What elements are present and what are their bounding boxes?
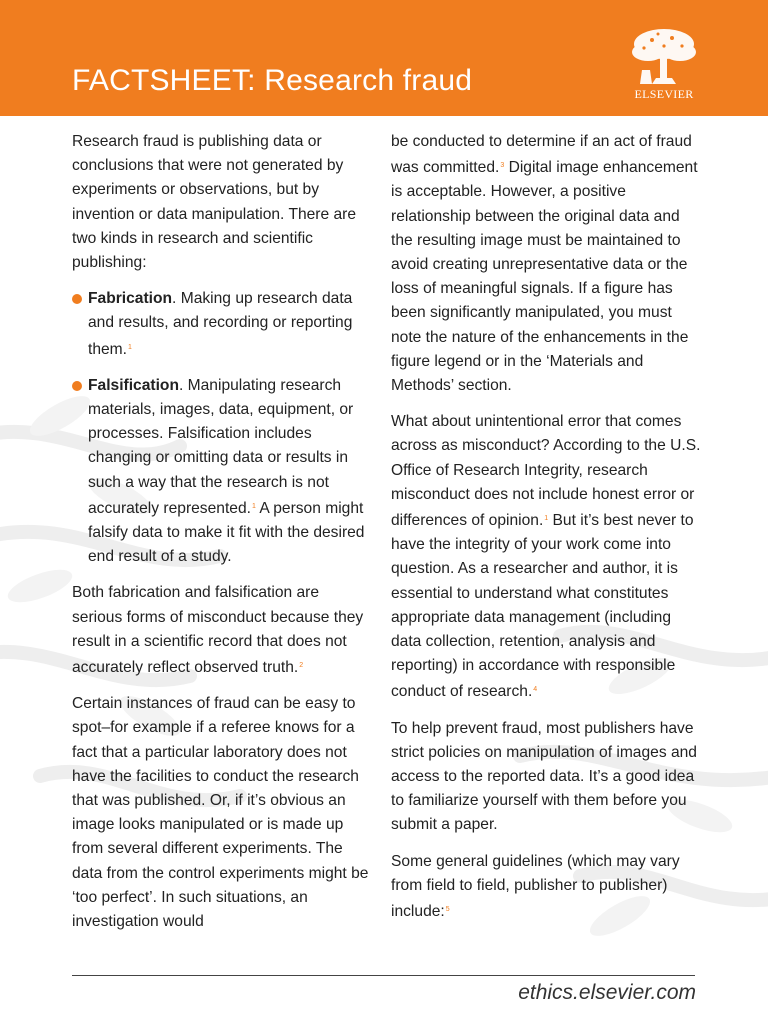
paragraph-text: be conducted to determine if an act of fraud was committed.: [391, 133, 692, 177]
intro-paragraph: Research fraud is publishing data or conclusions that were not generated by experiments or observations, but by invention or data manipulation. There are two kinds in research and scientific publishing:: [72, 133, 357, 272]
bullet-dot-icon: [72, 381, 82, 391]
bullet-dot-icon: [72, 294, 82, 304]
misconduct-paragraph: [72, 581, 372, 680]
logo-wordmark: ELSEVIER: [634, 87, 694, 101]
bullet-tail: A person might falsify data to make it fit with the desired end result of a study.: [88, 499, 365, 566]
footer-website-link[interactable]: ethics.elsevier.com: [518, 981, 696, 1004]
paragraph-text: What about unintentional error that comes across as misconduct? According to the U.S. Office of Research Integrity, research misconduct does not include honest error or differences of opinion.: [391, 413, 701, 530]
right-column: [391, 130, 701, 936]
footer-divider: [72, 975, 695, 976]
page-title: FACTSHEET: Research fraud: [72, 64, 473, 97]
bullet-term: Fabrication: [88, 290, 173, 308]
footnote-ref[interactable]: 5: [445, 906, 450, 914]
paragraph-text: Digital image enhancement is acceptable. However, a positive relationship between the original data and the resulting image must be maintained to avoid creating unrepresentative data or the loss of meaningful signals. If a figure has been significantly manipulated, you must note the nature of the enhancements in the figure legend or in the ‘Materials and Methods’ section.: [391, 159, 698, 395]
footnote-ref[interactable]: 1: [128, 343, 132, 351]
paragraph-text: Both fabrication and falsification are serious forms of misconduct because they result in a scientific record that does not accurately reflect observed truth.: [72, 584, 364, 677]
unintentional-error-paragraph: [391, 410, 701, 704]
header-banner: [0, 0, 768, 116]
bullet-term: Falsification: [88, 376, 179, 394]
bullet-text: . Manipulating research materials, images, data, equipment, or processes. Falsification includes changing or omitting data or results in such a way that the research is not accurately represented.: [88, 376, 354, 517]
bullet-falsification: [72, 374, 372, 570]
footnote-ref[interactable]: 1: [544, 515, 549, 523]
image-enhancement-paragraph: [391, 130, 701, 398]
paragraph-text: Some general guidelines (which may vary from field to field, publisher to publisher) include:: [391, 852, 680, 921]
fraud-instances-paragraph: Certain instances of fraud can be easy to spot–for example if a referee knows for a fact that a particular laboratory does not have the facilities to conduct the research that was published. Or, if it’s obvious an image looks manipulated or is made up from several different experiments. The data from the control experiments might be ‘too perfect’. In such situations, an investigation would: [72, 695, 369, 931]
footnote-ref[interactable]: 1: [251, 502, 256, 510]
left-column: [72, 130, 372, 946]
paragraph-text: But it’s best never to have the integrity of your work come into question. As a researcher and author, it is essential to understand what constitutes appropriate data management (including data collection, retention, analysis and reporting) in accordance with responsible conduct of research.: [391, 512, 694, 701]
publisher-policies-paragraph: To help prevent fraud, most publishers have strict policies on manipulation of images and access to the reported data. It’s a good idea to familiarize yourself with them before you submit a paper.: [391, 719, 697, 834]
bullet-fabrication: [72, 287, 372, 362]
guidelines-paragraph: [391, 850, 701, 925]
footnote-ref[interactable]: 3: [500, 162, 505, 170]
elsevier-tree-logo-icon: [628, 26, 700, 102]
footnote-ref[interactable]: 4: [533, 686, 538, 694]
bullet-text: . Making up research data and results, and recording or reporting them.: [88, 290, 353, 358]
footnote-ref[interactable]: 2: [299, 662, 304, 670]
